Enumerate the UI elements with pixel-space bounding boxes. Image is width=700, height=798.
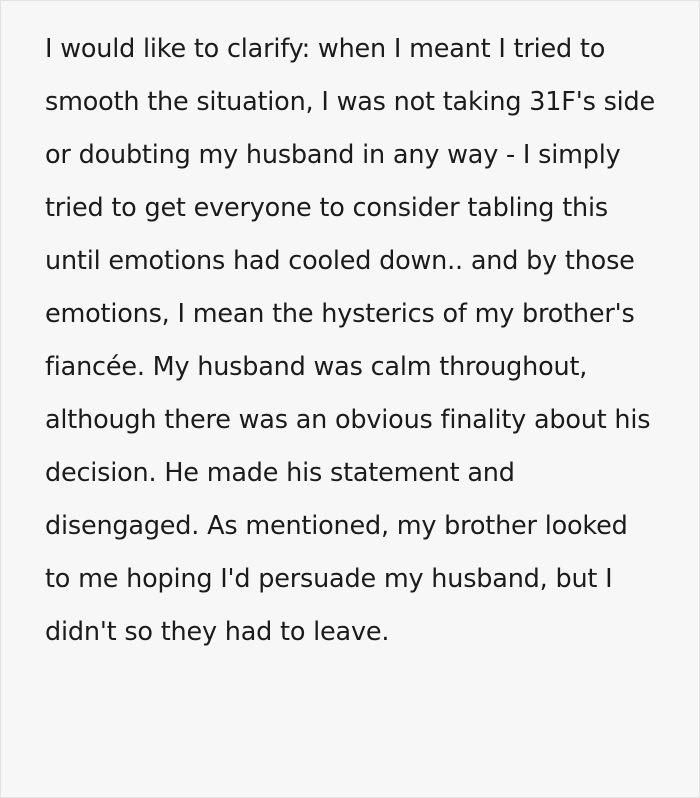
body-paragraph: I would like to clarify: when I meant I tried to smooth the situation, I was not taking 31F's side or doubting my husband in any way - I simply tried to get everyone to consider tabling this until emotions had cooled down.. and by those emotions, I mean the hysterics of my brother's fiancée. My husband was calm throughout, although there was an obvious finality about his decision. He made his statement and disengaged. As mentioned, my brother looked to me hoping I'd persuade my husband, but I didn't so they had to leave. xyxy=(45,34,663,647)
